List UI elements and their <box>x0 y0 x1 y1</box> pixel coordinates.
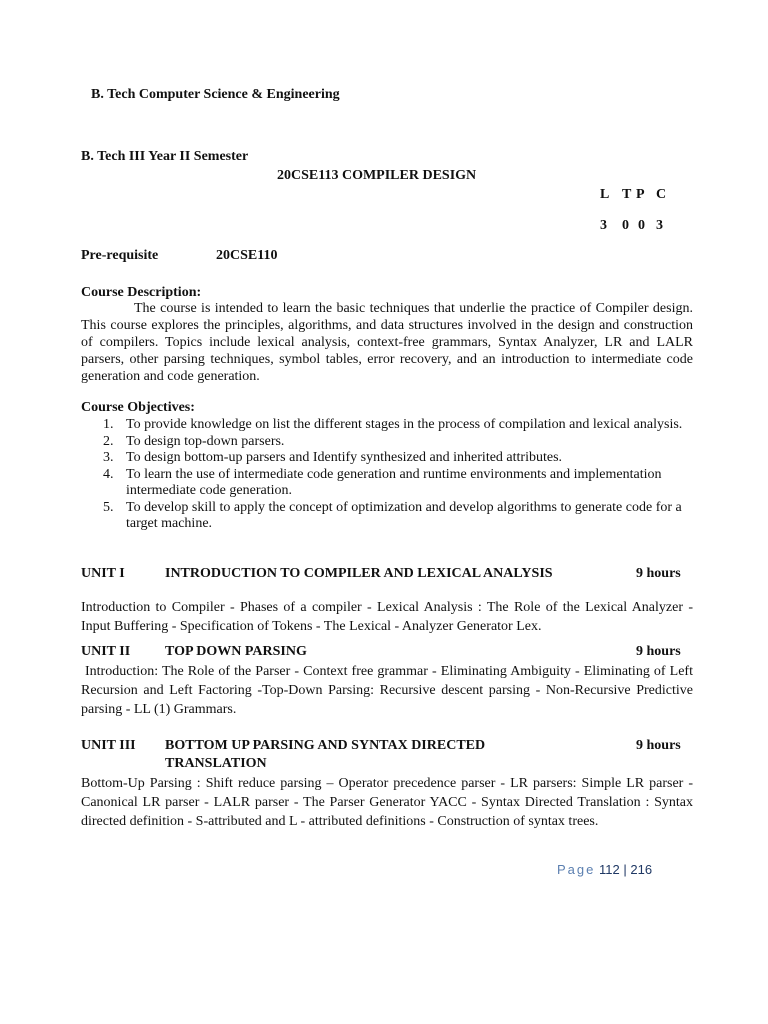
unit-2-title: TOP DOWN PARSING <box>165 644 307 659</box>
unit-2-content: Introduction: The Role of the Parser - Context free grammar - Eliminating Ambiguity - Eliminating of Left Recursion and Left Factoring -Top-Down Parsing: Recursive descent parsing - Non-Recursive Predictive parsing - LL (1) Grammars. <box>81 664 693 717</box>
objective-number: 4. <box>103 466 114 482</box>
ltpc-label-l: L <box>600 187 610 202</box>
description-heading: Course Description: <box>81 285 202 300</box>
objective-number: 2. <box>103 433 114 449</box>
objectives-heading: Course Objectives: <box>81 400 195 415</box>
program-title: B. Tech Computer Science & Engineering <box>91 87 340 102</box>
ltpc-label-p: P <box>636 187 645 202</box>
page-number <box>557 862 652 877</box>
description-text-block <box>81 300 693 385</box>
objective-text: To provide knowledge on list the different stages in the process of compilation and lexical analysis. <box>126 417 683 432</box>
objective-item <box>81 450 693 467</box>
objective-text: To develop skill to apply the concept of optimization and develop algorithms to generate code for a target machine. <box>126 499 682 531</box>
objective-item <box>81 467 693 500</box>
objective-item <box>81 417 693 434</box>
ltpc-value-p: 0 <box>638 218 645 233</box>
page-word: Page <box>557 862 596 877</box>
objective-number: 1. <box>103 417 114 432</box>
unit-2-hours: 9 hours <box>636 644 681 659</box>
ltpc-value-l: 3 <box>600 218 607 233</box>
unit-3-label: UNIT III <box>81 738 136 753</box>
unit-1-content: Introduction to Compiler - Phases of a compiler - Lexical Analysis : The Role of the Lexical Analyzer - Input Buffering - Specification of Tokens - The Lexical - Analyzer Generator Lex. <box>81 600 693 634</box>
unit-1-hours: 9 hours <box>636 566 681 581</box>
prerequisite-value: 20CSE110 <box>216 248 278 263</box>
objective-number: 3. <box>103 450 114 465</box>
objective-item <box>81 434 693 451</box>
objective-text: To learn the use of intermediate code generation and runtime environments and implementation intermediate code generation. <box>126 466 662 498</box>
unit-3-title-line-1: BOTTOM UP PARSING AND SYNTAX DIRECTED <box>165 738 486 753</box>
ltpc-values <box>600 217 663 235</box>
page-total: 216 <box>630 862 653 877</box>
objective-number: 5. <box>103 499 114 515</box>
unit-2-label: UNIT II <box>81 644 131 659</box>
objective-text: To design bottom-up parsers and Identify synthesized and inherited attributes. <box>126 450 563 465</box>
page-current: 112 <box>599 862 620 877</box>
semester-title: B. Tech III Year II Semester <box>81 149 249 164</box>
unit-3-title-line-2: TRANSLATION <box>165 756 267 771</box>
objectives-list <box>81 417 693 533</box>
unit-1-label: UNIT I <box>81 566 125 581</box>
ltpc-value-t: 0 <box>622 218 629 233</box>
description-text: The course is intended to learn the basic techniques that underlie the practice of Compiler design. This course explores the principles, algorithms, and data structures involved in the design and construction of compilers. Topics include lexical analysis, context-free grammars, Syntax Analyzer, LR and LALR parsers, other parsing techniques, symbol tables, error recovery, and an introduction to intermediate code generation and code generation. <box>81 301 693 384</box>
ltpc-label-c: C <box>656 187 667 202</box>
ltpc-labels <box>600 186 666 204</box>
course-code-title: 20CSE113 COMPILER DESIGN <box>277 168 477 183</box>
unit-3-hours: 9 hours <box>636 738 681 753</box>
objective-item <box>81 500 693 533</box>
objective-text: To design top-down parsers. <box>126 433 285 449</box>
page-separator: | <box>623 862 627 877</box>
ltpc-label-t: T <box>622 187 632 202</box>
prerequisite-label: Pre-requisite <box>81 248 159 263</box>
unit-3-content: Bottom-Up Parsing : Shift reduce parsing – Operator precedence parser - LR parsers: Simple LR parser - Canonical LR parser - LALR parser - The Parser Generator YACC - Syntax Directed Translation : Syntax directed definition - S-attributed and L - attributed definitions - Construction of syntax trees. <box>81 776 693 829</box>
ltpc-value-c: 3 <box>656 218 663 233</box>
unit-1-title: INTRODUCTION TO COMPILER AND LEXICAL ANALYSIS <box>165 566 553 581</box>
